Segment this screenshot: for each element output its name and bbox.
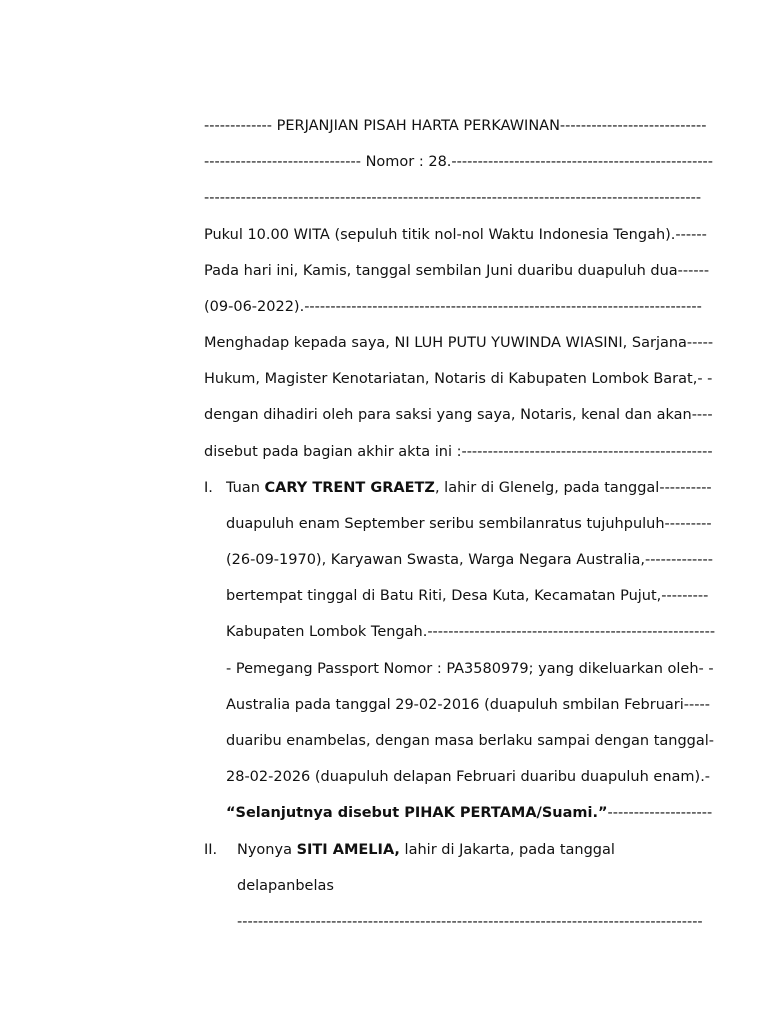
day-line: Pada hari ini, Kamis, tanggal sembilan Juni duaribu duapuluh dua------ [204, 263, 710, 279]
party-one-designation: “Selanjutnya disebut PIHAK PERTAMA/Suami.” [226, 805, 608, 821]
deed-number: ------------------------------ Nomor : 28.-------------------------------------------------- [204, 154, 714, 170]
party-one-line-10-rest: -------------------- [607, 805, 713, 821]
deed-title: ------------- PERJANJIAN PISAH HARTA PERKAWINAN---------------------------- [204, 118, 707, 134]
party-one-line-10 [226, 803, 734, 823]
party-one-line-7: Australia pada tanggal 29-02-2016 (duapuluh smbilan Februari----- [226, 697, 710, 713]
party-one-line-8: duaribu enambelas, dengan masa berlaku sampai dengan tanggal- [226, 733, 715, 749]
separator-line: ----------------------------------------------------------------------------------------------- [204, 190, 702, 206]
appearance-line-3: dengan dihadiri oleh para saksi yang saya, Notaris, kenal dan akan---- [204, 407, 713, 423]
party-one-line-1-rest: , lahir di Glenelg, pada tanggal---------- [434, 480, 712, 496]
time-line: Pukul 10.00 WITA (sepuluh titik nol-nol Waktu Indonesia Tengah).------ [204, 227, 707, 243]
appearance-line-2: Hukum, Magister Kenotariatan, Notaris di Kabupaten Lombok Barat,- - [204, 371, 713, 387]
party-two-marker: II. [204, 842, 218, 858]
appearance-line-1: Menghadap kepada saya, NI LUH PUTU YUWINDA WIASINI, Sarjana----- [204, 335, 714, 351]
party-one-name: CARY TRENT GRAETZ [264, 480, 435, 496]
party-one-line-5: Kabupaten Lombok Tengah.------------------------------------------------------- [226, 624, 716, 640]
party-one-line-9: 28-02-2026 (duapuluh delapan Februari duaribu duapuluh enam).- [226, 769, 711, 785]
party-two-prefix: Nyonya [237, 842, 297, 858]
appearance-line-4: disebut pada bagian akhir akta ini :------------------------------------------------ [204, 444, 713, 460]
party-one-prefix: Tuan [226, 480, 265, 496]
party-one-line-4: bertempat tinggal di Batu Riti, Desa Kuta, Kecamatan Pujut,--------- [226, 588, 709, 604]
party-two-line-1 [237, 840, 734, 860]
party-one-line-2: duapuluh enam September seribu sembilanratus tujuhpuluh--------- [226, 516, 712, 532]
party-one-marker: I. [204, 480, 213, 496]
party-one-line-3: (26-09-1970), Karyawan Swasta, Warga Negara Australia,------------- [226, 552, 713, 568]
party-two-line-1-rest: lahir di Jakarta, pada tanggal [399, 842, 615, 858]
party-one-line-6: - Pemegang Passport Nomor : PA3580979; yang dikeluarkan oleh- - [226, 661, 714, 677]
party-two-name: SITI AMELIA, [296, 842, 400, 858]
party-one-line-1 [226, 478, 734, 498]
date-line: (09-06-2022).---------------------------------------------------------------------------- [204, 299, 702, 315]
party-two-line-2: delapanbelas [237, 878, 334, 894]
party-two-line-3: ----------------------------------------------------------------------------------------- [237, 914, 703, 930]
